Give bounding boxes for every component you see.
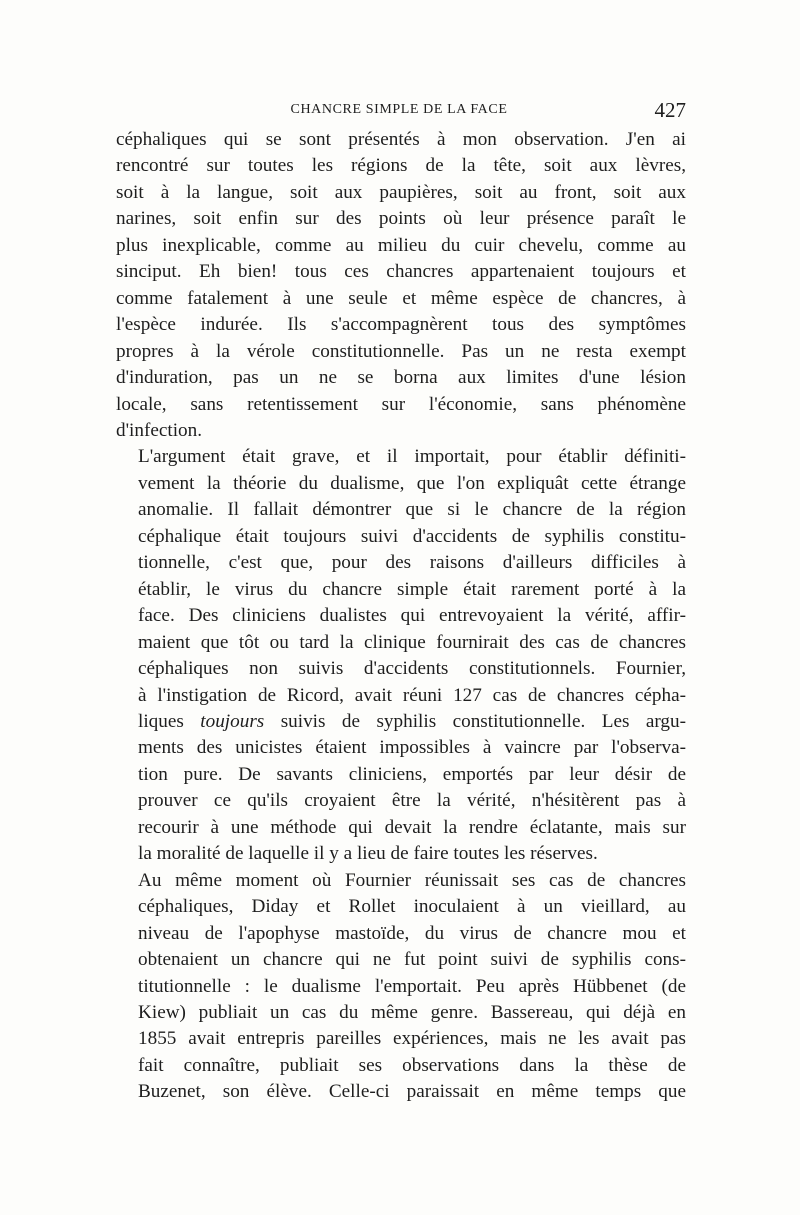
text-line: recourir à une méthode qui devait la rendre éclatante, mais sur <box>138 816 686 838</box>
text-line: tion pure. De savants cliniciens, emportés par leur désir de <box>138 763 686 785</box>
text-line: céphaliques qui se sont présentés à mon observation. J'en ai <box>116 129 686 150</box>
body-text <box>116 127 686 1106</box>
text-line: 1855 avait entrepris pareilles expériences, mais ne les avait pas <box>138 1028 686 1050</box>
text-line: fait connaître, publiait ses observations dans la thèse de <box>138 1054 686 1076</box>
text-line: plus inexplicable, comme au milieu du cuir chevelu, comme au <box>116 234 686 256</box>
text-line: locale, sans retentissement sur l'économie, sans phénomène <box>116 393 686 415</box>
text-line: Kiew) publiait un cas du même genre. Bassereau, qui déjà en <box>138 1001 686 1023</box>
text-line: propres à la vérole constitutionnelle. Pas un ne resta exempt <box>116 340 686 362</box>
text-line: d'infection. <box>116 419 203 441</box>
text-line: rencontré sur toutes les régions de la tête, soit aux lèvres, <box>116 155 686 177</box>
text-line: anomalie. Il fallait démontrer que si le chancre de la région <box>138 499 686 521</box>
page-number: 427 <box>654 98 686 122</box>
text-line: Au même moment où Fournier réunissait ses cas de chancres <box>138 869 686 891</box>
text-line: soit à la langue, soit aux paupières, soit au front, soit aux <box>116 181 686 203</box>
text-line: obtenaient un chancre qui ne fut point suivi de syphilis cons- <box>138 949 686 971</box>
text-line: narines, soit enfin sur des points où leur présence paraît le <box>116 208 686 230</box>
text-line: face. Des cliniciens dualistes qui entrevoyaient la vérité, affir- <box>138 605 686 627</box>
text-line: prouver ce qu'ils croyaient être la vérité, n'hésitèrent pas à <box>138 790 686 812</box>
line-segment: liques <box>138 710 201 732</box>
text-line: à l'instigation de Ricord, avait réuni 127 cas de chancres cépha- <box>138 684 686 706</box>
paragraph-1 <box>116 127 686 444</box>
text-line: ments des unicistes étaient impossibles à vaincre par l'observa- <box>138 737 686 759</box>
text-line: céphaliques non suivis d'accidents constitutionnels. Fournier, <box>138 658 686 680</box>
text-line: la moralité de laquelle il y a lieu de faire toutes les réserves. <box>138 843 598 865</box>
italic-emphasis: toujours <box>200 710 265 732</box>
text-line: établir, le virus du chancre simple était rarement porté à la <box>138 578 686 600</box>
text-line: L'argument était grave, et il importait, pour établir définiti- <box>138 446 686 468</box>
text-line: titutionnelle : le dualisme l'emportait. Peu après Hübbenet (de <box>138 975 686 997</box>
text-line: céphaliques, Diday et Rollet inoculaient à un vieillard, au <box>138 896 686 918</box>
text-line: vement la théorie du dualisme, que l'on expliquât cette étrange <box>138 472 686 494</box>
page-header <box>112 98 686 126</box>
paragraph-3 <box>116 868 686 1106</box>
running-title: CHANCRE SIMPLE DE LA FACE <box>290 102 508 117</box>
text-line: maient que tôt ou tard la clinique fournirait des cas de chancres <box>138 631 686 653</box>
paragraph-2 <box>116 444 686 867</box>
text-line: l'espèce indurée. Ils s'accompagnèrent tous des symptômes <box>116 314 686 336</box>
line-segment: suivis de syphilis constitutionnelle. Les argu- <box>264 710 686 732</box>
text-line: céphalique était toujours suivi d'accidents de syphilis constitu- <box>138 525 686 547</box>
text-line: d'induration, pas un ne se borna aux limites d'une lésion <box>116 367 686 389</box>
text-line: tionnelle, c'est que, pour des raisons d'ailleurs difficiles à <box>138 552 686 574</box>
text-line <box>116 709 686 735</box>
text-line: sinciput. Eh bien! tous ces chancres appartenaient toujours et <box>116 261 686 283</box>
text-line: Buzenet, son élève. Celle-ci paraissait en même temps que <box>138 1081 686 1103</box>
text-line: comme fatalement à une seule et même espèce de chancres, à <box>116 287 686 309</box>
text-line: niveau de l'apophyse mastoïde, du virus de chancre mou et <box>138 922 686 944</box>
